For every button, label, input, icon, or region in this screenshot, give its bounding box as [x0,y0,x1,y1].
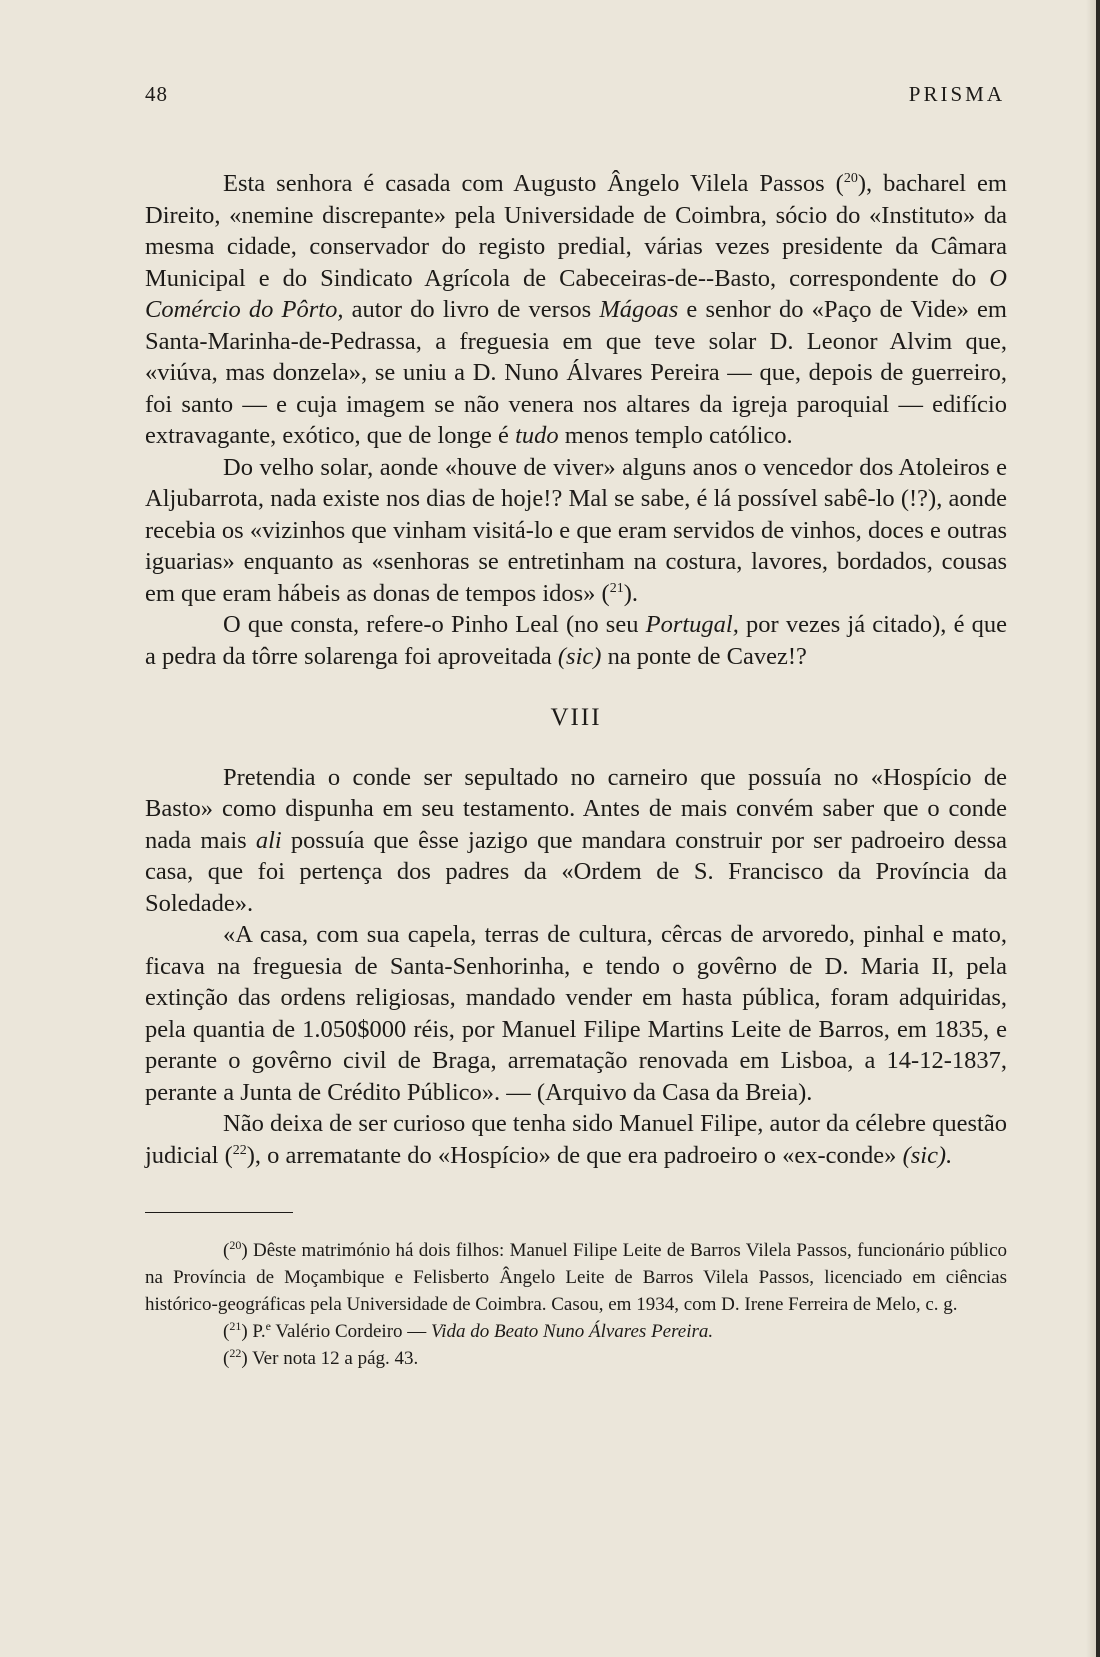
paragraph-2 [145,452,1007,610]
footnote-text: Valério Cordeiro — [270,1321,432,1342]
text-run: possuía que êsse jazigo que mandara construir por ser padroeiro dessa casa, que foi pertença dos padres da «Ordem de S. Francisco da Província da Soledade». [145,826,1007,917]
paragraph-3 [145,609,1007,672]
footnote-divider [145,1212,293,1213]
journal-title: PRISMA [908,82,1005,106]
superscript-e: e [265,1319,271,1333]
running-header [145,82,1005,112]
text-run: Do velho solar, aonde «houve de viver» alguns anos o vencedor dos Atoleiros e Aljubarrota, nada existe nos dias de hoje!? Mal se sabe, é lá possível sabê-lo (!?), aonde recebia os «vizinhos que vinham visitá-lo e que eram servidos de vinhos, doces e outras iguarias» enquanto as «senhoras se entretinham na costura, lavores, bordados, cousas em que eram hábeis as donas de tempos idos» ( [145,453,1007,607]
italic-title: Mágoas [599,296,679,323]
page-edge [1096,0,1100,1657]
italic-title: O Comércio do Pôrto, [145,264,1007,323]
footnote-20: ($^{20}$) Dêste matrimónio há dois filhos: Manuel Filipe Leite de Barros Vilela Passos, funcionário público na Província de Moçambique e Felisberto Ângelo Leite de Barros Vilela Passos, licenciado em ciências histórico-geográficas pela Universidade de Coimbra. Casou, em 1934, com D. Irene Ferreira de Melo, c. g. [145,1238,1007,1315]
paragraph-1 [145,168,1007,452]
italic-word: tudo [515,422,559,449]
text-run: O que consta, refere-o Pinho Leal (no seu [223,611,646,638]
text-run: na ponte de Cavez!? [601,642,807,670]
paragraph-5: «A casa, com sua capela, terras de cultura, cêrcas de arvoredo, pinhal e mato, ficava na freguesia de Santa-Senhorinha, e tendo o govêrno de D. Maria II, pela extinção das ordens religiosas, mandado vender em hasta pública, foram adquiridas, pela quantia de 1.050$000 réis, por Manuel Filipe Martins Leite de Barros, em 1835, e perante o govêrno civil de Braga, arrematação renovada em Lisboa, a 14-12-1837, perante a Junta de Crédito Público». — (Arquivo da Casa da Breia). [145,921,1007,1106]
paragraph-6 [145,1108,1007,1171]
footnote-mark: 20 [229,1238,242,1252]
footnote-22: ($^{22}$) Ver nota 12 a pág. 43. [223,1346,419,1369]
main-text [145,168,1007,1372]
footnotes [145,1237,1007,1372]
text-run: ), bacharel em Direito, «nemine discrepante» pela Universidade de Coimbra, sócio do «Instituto» da mesma cidade, conservador do registo predial, várias vezes presidente da Câmara Municipal e do Sindicato Agrícola de Cabeceiras-de--Basto, correspondente do [145,170,1007,292]
italic-word: (sic). [902,1141,953,1169]
footnote-mark: 22 [229,1346,242,1360]
footnote-ref-21: 21 [609,580,624,596]
text-run: Não deixa de ser curioso que tenha sido Manuel Filipe, autor da célebre questão judicial ( [145,1110,1007,1169]
footnote-text: Ver nota 12 a pág. 43. [252,1348,419,1369]
page-edge-shadow [1086,0,1096,1657]
footnote-ref-20: 20 [843,171,858,186]
italic-word: ali [255,826,282,854]
text-run: menos templo católico. [558,422,793,449]
section-heading: VIII [550,704,602,731]
paragraph-4 [145,762,1007,920]
footnote-21: ($^{21}$) P.$^e$ Valério Cordeiro — Vida do Beato Nuno Álvares Pereira. [223,1319,714,1342]
page-number: 48 [145,82,168,106]
italic-word: (sic) [557,642,602,670]
text-run: Pretendia o conde ser sepultado no carneiro que possuía no «Hospício de Basto» como dispunha em seu testamento. Antes de mais convém saber que o conde nada mais [145,763,1007,854]
text-run: Esta senhora é casada com Augusto Ângelo Vilela Passos ( [223,170,844,197]
text-run: ), o arrematante do «Hospício» de que era padroeiro o «ex-conde» [246,1141,903,1169]
footnote-text: Dêste matrimónio há dois filhos: Manuel Filipe Leite de Barros Vilela Passos, funcionário público na Província de Moçambique e Felisberto Ângelo Leite de Barros Vilela Passos, licenciado em ciências histórico-geográficas pela Universidade de Coimbra. Casou, em 1934, com D. Irene Ferreira de Melo, c. g. [145,1240,1007,1315]
footnote-text: P. [252,1321,266,1342]
italic-title: Vida do Beato Nuno Álvares Pereira. [431,1321,714,1342]
text-run: ). [623,579,638,607]
text-run: autor do livro de versos [343,296,600,323]
footnote-mark: 21 [229,1319,242,1333]
footnote-ref-22: 22 [232,1142,247,1158]
italic-title: Portugal, [645,611,739,638]
text-run: e senhor do «Paço de Vide» em Santa-Marinha-de-Pedrassa, a freguesia em que teve solar D. Leonor Alvim que, «viúva, mas donzela», se uniu a D. Nuno Álvares Pereira — que, depois de guerreiro, foi santo — e cuja imagem se não venera nos altares da igreja paroquial — edifício extravagante, exótico, que de longe é [145,296,1007,449]
text-run: por vezes já citado), é que a pedra da tôrre solarenga foi aproveitada [145,611,1007,670]
